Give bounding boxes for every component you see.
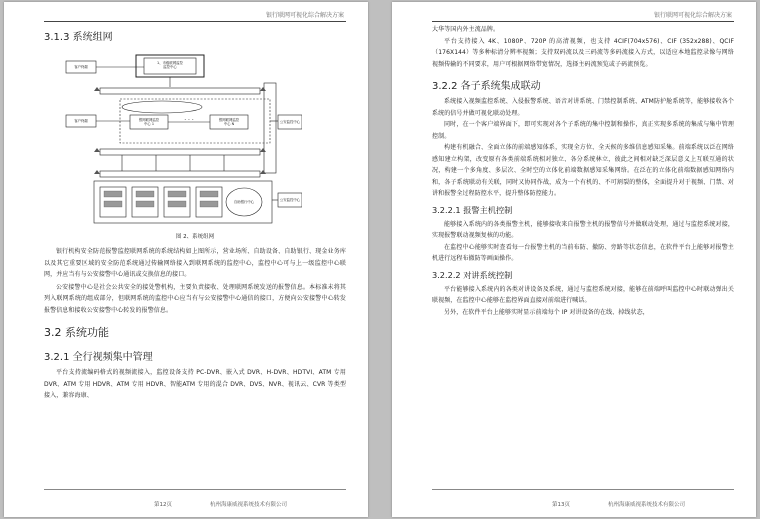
section-title-3221: 3.2.2.1 报警主机控制 bbox=[432, 204, 513, 215]
footer-company: 杭州海康威视系统技术有限公司 bbox=[608, 502, 686, 508]
header-rule bbox=[432, 21, 734, 22]
document-page-left bbox=[4, 2, 368, 517]
page-number: 第12页 bbox=[154, 502, 172, 508]
network-diagram-graphic bbox=[64, 53, 302, 229]
diagram-label-client-1: 客户终端 bbox=[74, 65, 88, 69]
diagram-label-police-2: 公安监控中心 bbox=[279, 198, 301, 202]
paragraph: 另外，在软件平台上能够实时显示前端每个 IP 对讲设备的在线、掉线状态， bbox=[444, 308, 649, 316]
paragraph: 平台能够接入系统内的各类对讲设备及系统，通过与监控系统对接，能够在前端呼叫监控中心时联动弹出关联视频，在监控中心能够在监控界面直接对前端进行喊话。 bbox=[432, 285, 734, 304]
paragraph: 同时，在一个客户端界面下，即可实现对各个子系统的集中控制和操作，真正实现多系统的集成与集中管理控制。 bbox=[432, 121, 734, 140]
diagram-label-top-center: 1、市级联网监控 监控中心 bbox=[157, 61, 183, 69]
header-rule bbox=[44, 21, 346, 22]
diagram-label-dots: · · · bbox=[184, 117, 194, 124]
diagram-label-client-2: 客户终端 bbox=[74, 119, 88, 123]
diagram-label-police-1: 公安监控中心 bbox=[279, 120, 301, 124]
network-diagram bbox=[64, 53, 302, 229]
page-number: 第13页 bbox=[552, 502, 570, 508]
footer-company: 杭州海康威视系统技术有限公司 bbox=[210, 502, 288, 508]
paragraph: 大华等国内外主流品牌。 bbox=[432, 26, 500, 33]
section-title-3222: 3.2.2.2 对讲系统控制 bbox=[432, 269, 513, 280]
paragraph: 系统接入视频监控系统、入侵报警系统、语音对讲系统、门禁控制系统、ATM防护舱系统等，能够接收各个系统的信号并做可视化联动处理。 bbox=[432, 98, 734, 117]
section-title-321: 3.2.1 全行视频集中管理 bbox=[44, 352, 153, 363]
footer-rule bbox=[432, 489, 734, 490]
figure-caption: 图 2、系统组网 bbox=[175, 234, 215, 240]
section-title-322: 3.2.2 各子系统集成联动 bbox=[432, 81, 541, 92]
page-content bbox=[44, 28, 346, 402]
paragraph: 构建有机融合、全面立体的前端感知体系，实现全方位、全天候的多维信息感知采集。前端系统以泛在网络感知建立构架，改变原有各类前端系统相对独立、各分系统林立，彼此之间相对缺乏深层意义上互联互通的状况，构建一个多角度、多层次、全时空的立体化前端数据感知采集网络。在泛在的立体化前端数据感知网络内和，各子系统联动有关联，同时又协同作战，成为一个有机的、不可割裂的整体，全面提升对于视频、门禁、对讲和报警全过程防控水平，提升整体防控能力。 bbox=[432, 144, 734, 197]
diagram-label-self-service: 自助银行中心 bbox=[233, 200, 255, 204]
paragraph: 能够接入系统内的各类报警主机，能够接收来自报警主机的报警信号并做联动处理，通过与监控系统对接，实现报警联动视频复核的功能。 bbox=[432, 220, 734, 239]
document-page-right bbox=[392, 2, 756, 517]
paragraph: 银行机构安全防范报警监控联网系统的系统结构如上图所示，营业场所、自助设备、自助银行、现金业务库以及其它重要区域的安全防范系统通过传输网络接入到联网系统的监控中心，监控中心可与上一级监控中心联网，并应当有与公安接警中心通讯或交换信息的接口。 bbox=[44, 248, 346, 278]
paragraph: 平台支持接入 4K、1080P、720P 的高清视频，也支持 4CIF(704x576)、CIF (352x288)、QCIF（176X144）等多种标清分辨率视频；支持双码流以及三码流等多码流接入方式，以适应本地监控录像与网络视频传输的不同要求，用户可根据网络带宽情况，选择主码流预览或子码流预览。 bbox=[432, 37, 734, 68]
paragraph: 平台支持流编码格式的视频流接入，监控设备支持 PC-DVR、嵌入式 DVR、H-DVR、HDTVI、ATM 专用 DVR、ATM 专用 HDVR、ATM 专用 HDVR、智能ATM 专用的混合 DVR、DVS、NVR、视讯云、CVR 等类型接入，兼容海康、 bbox=[44, 369, 346, 399]
page-header: 银行联网可视化综合解决方案 bbox=[265, 12, 344, 19]
diagram-label-center-n: 银网联网监控 中心 N bbox=[218, 118, 240, 126]
footer-rule bbox=[44, 489, 346, 490]
page-header: 银行联网可视化综合解决方案 bbox=[653, 12, 732, 19]
paragraph: 在监控中心能够实时查看每一台报警主机的当前布防、撤防、旁路等状态信息，在软件平台上能够对报警主机进行远程布撤防等画面操作。 bbox=[432, 243, 734, 262]
diagram-label-center-1: 银网联网监控 中心 1 bbox=[138, 118, 160, 126]
section-title-313: 3.1.3 系统组网 bbox=[44, 32, 113, 43]
section-title-32: 3.2 系统功能 bbox=[44, 326, 109, 339]
paragraph: 公安接警中心是社会公共安全的接处警机构，主要负责接收、处理联网系统发送的报警信息。本标准未将其列入联网系统的组成部分，但联网系统的监控中心应当有与公安接警中心通信的接口，方便向公安接警中心转发报警信息和接收公安接警中心转发的报警信息。 bbox=[44, 283, 346, 314]
page-content bbox=[432, 24, 734, 318]
